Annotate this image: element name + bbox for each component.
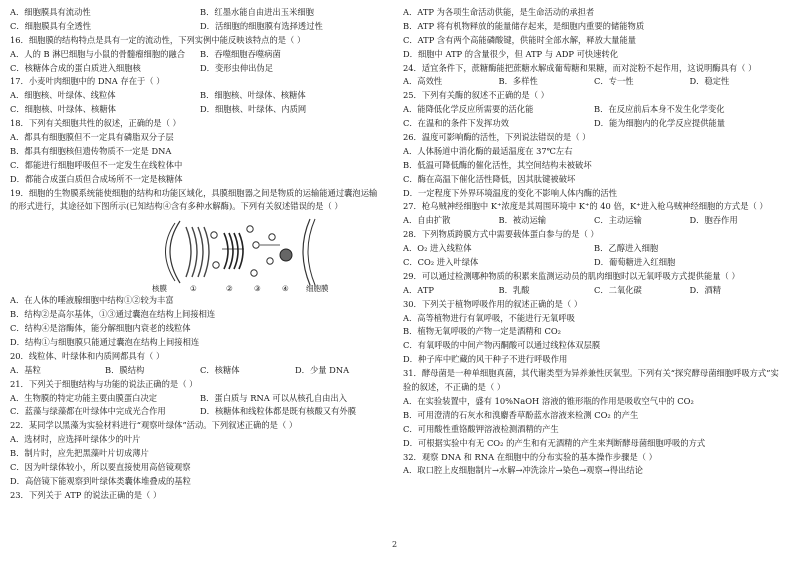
answer-option: B．蛋白质与 RNA 可以从核孔自由出入 [200, 392, 348, 403]
question-line: D．结构①与细胞膜只能通过囊泡在结构上间接相连 [10, 337, 200, 348]
golgi-cisterna [239, 233, 243, 269]
question-line: 23．下列关于 ATP 的说法正确的是（ ） [10, 489, 162, 500]
answer-option: A．O₂ 进入线粒体 [403, 243, 472, 254]
answer-option: C．细胞膜具有全透性 [10, 20, 92, 31]
question-line: B．植物无氧呼吸的产物一定是酒精和 CO₂ [403, 326, 561, 337]
question-line: A．在人体的唾液腺细胞中结构①②较为丰富 [10, 295, 174, 306]
answer-option: A．生物膜的特定功能主要由膜蛋白决定 [10, 392, 158, 403]
er-cisterna [198, 227, 203, 277]
question-line: D．都能合成蛋白质但合成场所不一定是核糖体 [10, 173, 183, 184]
question-line: A．选材时，应选择叶绿体少的叶片 [10, 434, 141, 445]
answer-option: D．能为细胞内的化学反应提供能量 [594, 118, 726, 129]
vesicle-pathway-diagram [10, 215, 390, 293]
answer-options-row [10, 62, 390, 76]
answer-options-row [10, 392, 390, 406]
answer-options-row [403, 103, 785, 117]
answer-option: C．细胞核、叶绿体、核糖体 [10, 104, 116, 115]
question-line: 17．小麦叶肉细胞中的 DNA 存在于（ ） [10, 76, 165, 87]
question-line: C．都能进行细胞呼吸但不一定发生在线粒体中 [10, 159, 183, 170]
answer-options-row [10, 103, 390, 117]
vesicle [267, 258, 273, 264]
question-line: 16．细胞膜的结构特点是具有一定的流动性，下列实例中能反映该特点的是（ ） [10, 34, 306, 45]
question-line: C．酶在高温下催化活性降低，因其肽键被破坏 [403, 173, 576, 184]
answer-option: A．基粒 [10, 364, 41, 375]
question-line: 29．可以通过检测哪种物质的积累来监测运动员的肌肉细胞时以无氧呼吸方式提供能量（ ） [403, 270, 740, 281]
vesicle [211, 232, 217, 238]
question-line: 26．温度可影响酶的活性，下列说法错误的是（ ） [403, 132, 591, 143]
question-line: B．ATP 将有机物释放的能量储存起来，是细胞内重要的储能物质 [403, 20, 645, 31]
vesicle [251, 270, 257, 276]
question-line: 18．下列有关细胞共性的叙述，正确的是（ ） [10, 118, 181, 129]
question-line: D．可根据实验中有无 CO₂ 的产生和有无酒精的产生来判断酵母菌细胞呼吸的方式 [403, 437, 706, 448]
question-line: C．有氧呼吸的中间产物丙酮酸可以通过线粒体双层膜 [403, 340, 601, 351]
answer-option: B．吞噬细胞吞噬病菌 [200, 48, 281, 59]
question-line: D．高倍镜下能观察到叶绿体类囊体堆叠成的基粒 [10, 475, 191, 486]
question-line: B．制片时，应先把黑藻叶片切成薄片 [10, 448, 149, 459]
question-line: 19．细胞的生物膜系统能使细胞的结构和功能区域化，具膜细胞器之间是物质的运输能通过囊泡运输 [10, 187, 378, 198]
answer-option: B．在反应前后本身不发生化学变化 [594, 104, 725, 115]
answer-option: C．CO₂ 进入叶绿体 [403, 257, 479, 268]
golgi-cisterna [234, 233, 238, 269]
lysosome [280, 249, 292, 261]
answer-option: C．核糖体 [200, 364, 240, 375]
answer-options-row [10, 89, 390, 103]
right-column [403, 6, 785, 478]
er-cisterna [186, 227, 191, 277]
er-cisterna [204, 227, 209, 277]
answer-option: B．乙醇进入细胞 [594, 243, 659, 254]
answer-options-row [10, 6, 390, 20]
answer-option: B．红墨水能自由进出玉米细胞 [200, 7, 314, 17]
question-line: B．低温可降低酶的催化活性，其空间结构未被破坏 [403, 159, 592, 170]
cell-transport-figure [10, 215, 390, 293]
answer-options-row [10, 48, 390, 62]
question-line: A．取口腔上皮细胞制片→水解→冲洗涂片→染色→观察→得出结论 [403, 465, 643, 476]
answer-options-row [403, 256, 785, 270]
vesicle [269, 234, 275, 240]
page-number: 2 [392, 540, 398, 549]
answer-option: B．被动运输 [498, 215, 547, 226]
answer-option: B．多样性 [498, 76, 538, 87]
answer-option: A．细胞核、叶绿体、线粒体 [10, 90, 116, 101]
answer-option: D．活细胞的细胞膜有选择透过性 [200, 20, 323, 31]
answer-option: D．少量 DNA [295, 364, 350, 375]
answer-option: C．核糖体合成的蛋白质进入细胞核 [10, 62, 141, 73]
answer-options-row [403, 214, 785, 228]
answer-option: A．自由扩散 [403, 215, 451, 226]
question-line: A．都具有细胞膜但不一定具有磷脂双分子层 [10, 132, 174, 143]
question-line: C．ATP 含有两个高能磷酸键，供能时全部水解，释放大量能量 [403, 34, 637, 45]
question-line: D．一定程度下外界环境温度的变化不影响人体内酶的活性 [403, 187, 618, 198]
answer-option: A．ATP [403, 284, 434, 295]
question-line: 27．枪乌贼神经细胞中 K⁺浓度是其周围环境中 K⁺的 40 倍，K⁺进入枪乌贼神经细胞的方式是（ ） [403, 201, 768, 212]
left-column [10, 6, 390, 503]
question-line: 20．线粒体、叶绿体和内质网都具有（ ） [10, 350, 165, 361]
question-line: 30．下列关于植物呼吸作用的叙述正确的是（ ） [403, 298, 583, 309]
er-cisterna [192, 227, 197, 277]
answer-option: C．专一性 [594, 76, 634, 87]
question-line: 验的叙述，不正确的是（ ） [403, 382, 506, 393]
question-line: C．结构④是溶酶体，能分解细胞内衰老的线粒体 [10, 323, 191, 334]
answer-options-row [10, 405, 390, 419]
answer-option: C．二氧化碳 [594, 284, 642, 295]
question-line: A．人体肠道中消化酶的最适温度在 37℃左右 [403, 145, 573, 156]
question-line: 31．酵母菌是一种单细胞真菌，其代谢类型为异养兼性厌氧型。下列有关“探究酵母菌细胞呼吸方式”实 [403, 368, 779, 379]
golgi-cisterna [224, 233, 228, 269]
question-line: B．可用澄清的石灰水和溴麝香草酚蓝水溶液来检测 CO₂ 的产生 [403, 409, 639, 420]
question-line: 32．观察 DNA 和 RNA 在细胞中的分布实验的基本操作步骤是（ ） [403, 451, 657, 462]
question-line: 25．下列有关酶的叙述不正确的是（ ） [403, 90, 549, 101]
answer-option: D．胞吞作用 [689, 215, 738, 226]
question-line: 21．下列关于细胞结构与功能的说法正确的是（ ） [10, 378, 198, 389]
answer-option: B．细胞核、叶绿体、核糖体 [200, 90, 306, 101]
answer-option: A．细胞膜具有流动性 [10, 7, 91, 17]
vesicle [213, 262, 219, 268]
question-line: 28．下列物质跨膜方式中需要载体蛋白参与的是（ ） [403, 229, 599, 240]
answer-option: A．高效性 [403, 76, 443, 87]
structure-number-label: ① [190, 284, 197, 294]
question-line: C．可用酸性重铬酸钾溶液检测酒精的产生 [403, 423, 559, 434]
answer-option: D．核糖体和线粒体都是既有核酸又有外膜 [200, 406, 356, 417]
answer-option: D．变形虫伸出伪足 [200, 62, 274, 73]
answer-option: A．能降低化学反应所需要的活化能 [403, 104, 534, 115]
answer-option: A．人的 B 淋巴细胞与小鼠的骨髓瘤细胞的融合 [10, 48, 186, 59]
question-line: A．ATP 为各项生命活动供能，是生命活动的承担者 [403, 7, 595, 17]
answer-options-row [403, 117, 785, 131]
answer-option: D．细胞核、叶绿体、内质网 [200, 104, 307, 115]
answer-option: D．稳定性 [689, 76, 730, 87]
answer-option: B．乳酸 [498, 284, 530, 295]
question-line: 22．某同学以黑藻为实验材料进行“观察叶绿体”活动。下列叙述正确的是（ ） [10, 420, 298, 431]
cell-membrane-outer [303, 219, 310, 285]
answer-option: D．酒精 [689, 284, 722, 295]
answer-options-row [403, 242, 785, 256]
vesicle [247, 226, 253, 232]
question-line: 24．适宜条件下，蔗糖酶能把蔗糖水解成葡萄糖和果糖，而对淀粉不起作用，这说明酶具有（ ） [403, 62, 757, 73]
answer-option: C．蓝藻与绿藻都在叶绿体中完成光合作用 [10, 406, 166, 417]
answer-options-row [403, 75, 785, 89]
answer-options-row [403, 284, 785, 298]
answer-options-row [10, 20, 390, 34]
question-line: A．高等植物进行有氧呼吸，不能进行无氧呼吸 [403, 312, 575, 323]
answer-option: C．主动运输 [594, 215, 642, 226]
label-nuclear-membrane: 核膜 [152, 284, 167, 294]
golgi-cisterna [229, 233, 233, 269]
nuclear-membrane-outer [170, 221, 180, 283]
answer-options-row [10, 364, 390, 378]
question-line: B．结构②是高尔基体，①③通过囊泡在结构上间接相连 [10, 309, 216, 320]
structure-number-label: ④ [282, 284, 289, 294]
label-cell-membrane: 细胞膜 [306, 284, 329, 294]
question-line: B．都具有细胞核但遗传物质不一定是 DNA [10, 145, 172, 156]
answer-option: D．葡萄糖进入红细胞 [594, 257, 676, 268]
answer-option: C．在温和的条件下发挥功效 [403, 118, 509, 129]
answer-option: B．膜结构 [105, 364, 145, 375]
cell-membrane-inner [308, 219, 315, 285]
question-line: 的形式进行，其途径如下图所示(已知结构④含有多种水解酶)。下列有关叙述错误的是（ ） [10, 201, 343, 212]
question-line: C．因为叶绿体较小，所以要直接使用高倍镜观察 [10, 462, 191, 473]
vesicle [253, 242, 259, 248]
question-line: D．细胞中 ATP 的含量很少，但 ATP 与 ADP 可快速转化 [403, 48, 619, 59]
question-line: D．种子库中贮藏的风干种子不进行呼吸作用 [403, 354, 568, 365]
structure-number-label: ② [226, 284, 233, 294]
structure-number-label: ③ [254, 284, 261, 294]
question-line: A．在实验装置中，盛有 10%NaOH 溶液的锥形瓶的作用是吸收空气中的 CO₂ [403, 395, 694, 406]
